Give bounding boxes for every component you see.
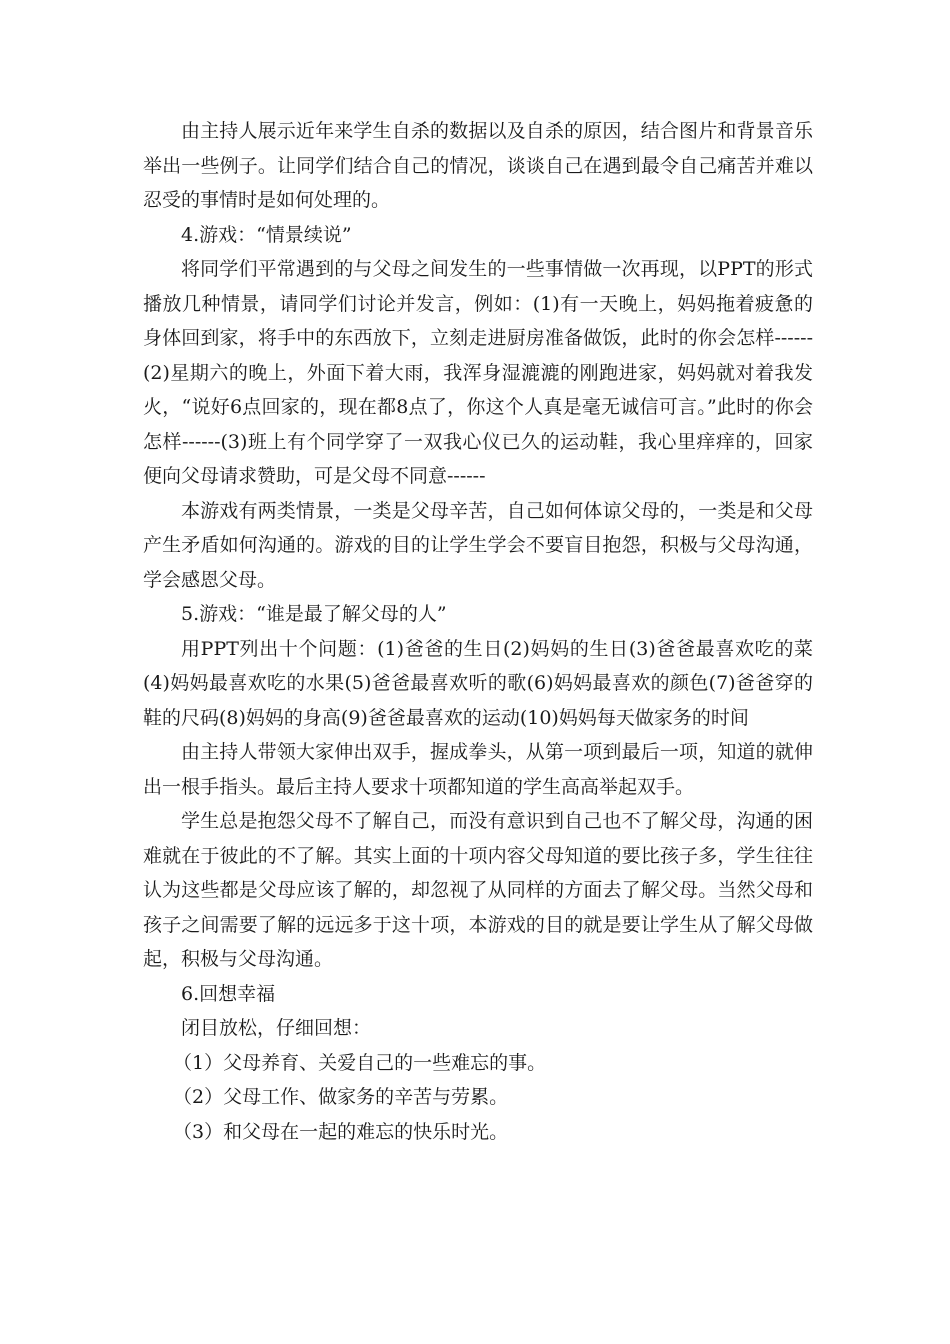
paragraph-scenarios: 将同学们平常遇到的与父母之间发生的一些事情做一次再现，以PPT的形式播放几种情景，请同学们讨论并发言，例如：(1)有一天晚上，妈妈拖着疲惫的身体回到家，将手中的东西放下，立刻走进厨房准备做饭，此时的你会怎样------(2)星期六的晚上，外面下着大雨，我浑身湿漉漉的刚跑进家，妈妈就对着我发火，“说好6点回家的，现在都8点了，你这个人真是毫无诚信可言。”此时的你会怎样------(3)班上有个同学穿了一双我心仪已久的运动鞋，我心里痒痒的，回家便向父母请求赞助，可是父母不同意------ [143,258,813,487]
list-item: （1）父母养育、关爱自己的一些难忘的事。 [173,1051,547,1074]
paragraph-close-eyes: 闭目放松，仔细回想： [181,1017,372,1039]
paragraph-game-purpose: 本游戏有两类情景，一类是父母辛苦，自己如何体谅父母的，一类是和父母产生矛盾如何沟通的。游戏的目的让学生学会不要盲目抱怨，积极与父母沟通，学会感恩父母。 [143,499,813,591]
paragraph-understanding: 学生总是抱怨父母不了解自己，而没有意识到自己也不了解父母，沟通的困难就在于彼此的不了解。其实上面的十项内容父母知道的要比孩子多，学生往往认为这些都是父母应该了解的，却忽视了从同样的方面去了解父母。当然父母和孩子之间需要了解的远远多于这十项，本游戏的目的就是要让学生从了解父母做起，积极与父母沟通。 [143,810,813,970]
paragraph-host-fingers: 由主持人带领大家伸出双手，握成拳头，从第一项到最后一项，知道的就伸出一根手指头。最后主持人要求十项都知道的学生高高举起双手。 [143,741,813,798]
heading-recall-happiness: 6.回想幸福 [181,982,276,1005]
heading-game-4: 4.游戏：“情景续说” [181,223,352,246]
paragraph-ten-questions: 用PPT列出十个问题：(1)爸爸的生日(2)妈妈的生日(3)爸爸最喜欢吃的菜(4)妈妈最喜欢吃的水果(5)爸爸最喜欢听的歌(6)妈妈最喜欢的颜色(7)爸爸穿的鞋的尺码(8)妈妈的身高(9)爸爸最喜欢的运动(10)妈妈每天做家务的时间 [143,637,813,729]
document-body [143,114,813,1149]
paragraph-host-intro: 由主持人展示近年来学生自杀的数据以及自杀的原因，结合图片和背景音乐举出一些例子。让同学们结合自己的情况，谈谈自己在遇到最令自己痛苦并难以忍受的事情时是如何处理的。 [143,120,813,211]
heading-game-5: 5.游戏：“谁是最了解父母的人” [181,603,447,625]
list-item: （2）父母工作、做家务的辛苦与劳累。 [173,1086,509,1108]
list-item: （3）和父母在一起的难忘的快乐时光。 [173,1120,509,1143]
